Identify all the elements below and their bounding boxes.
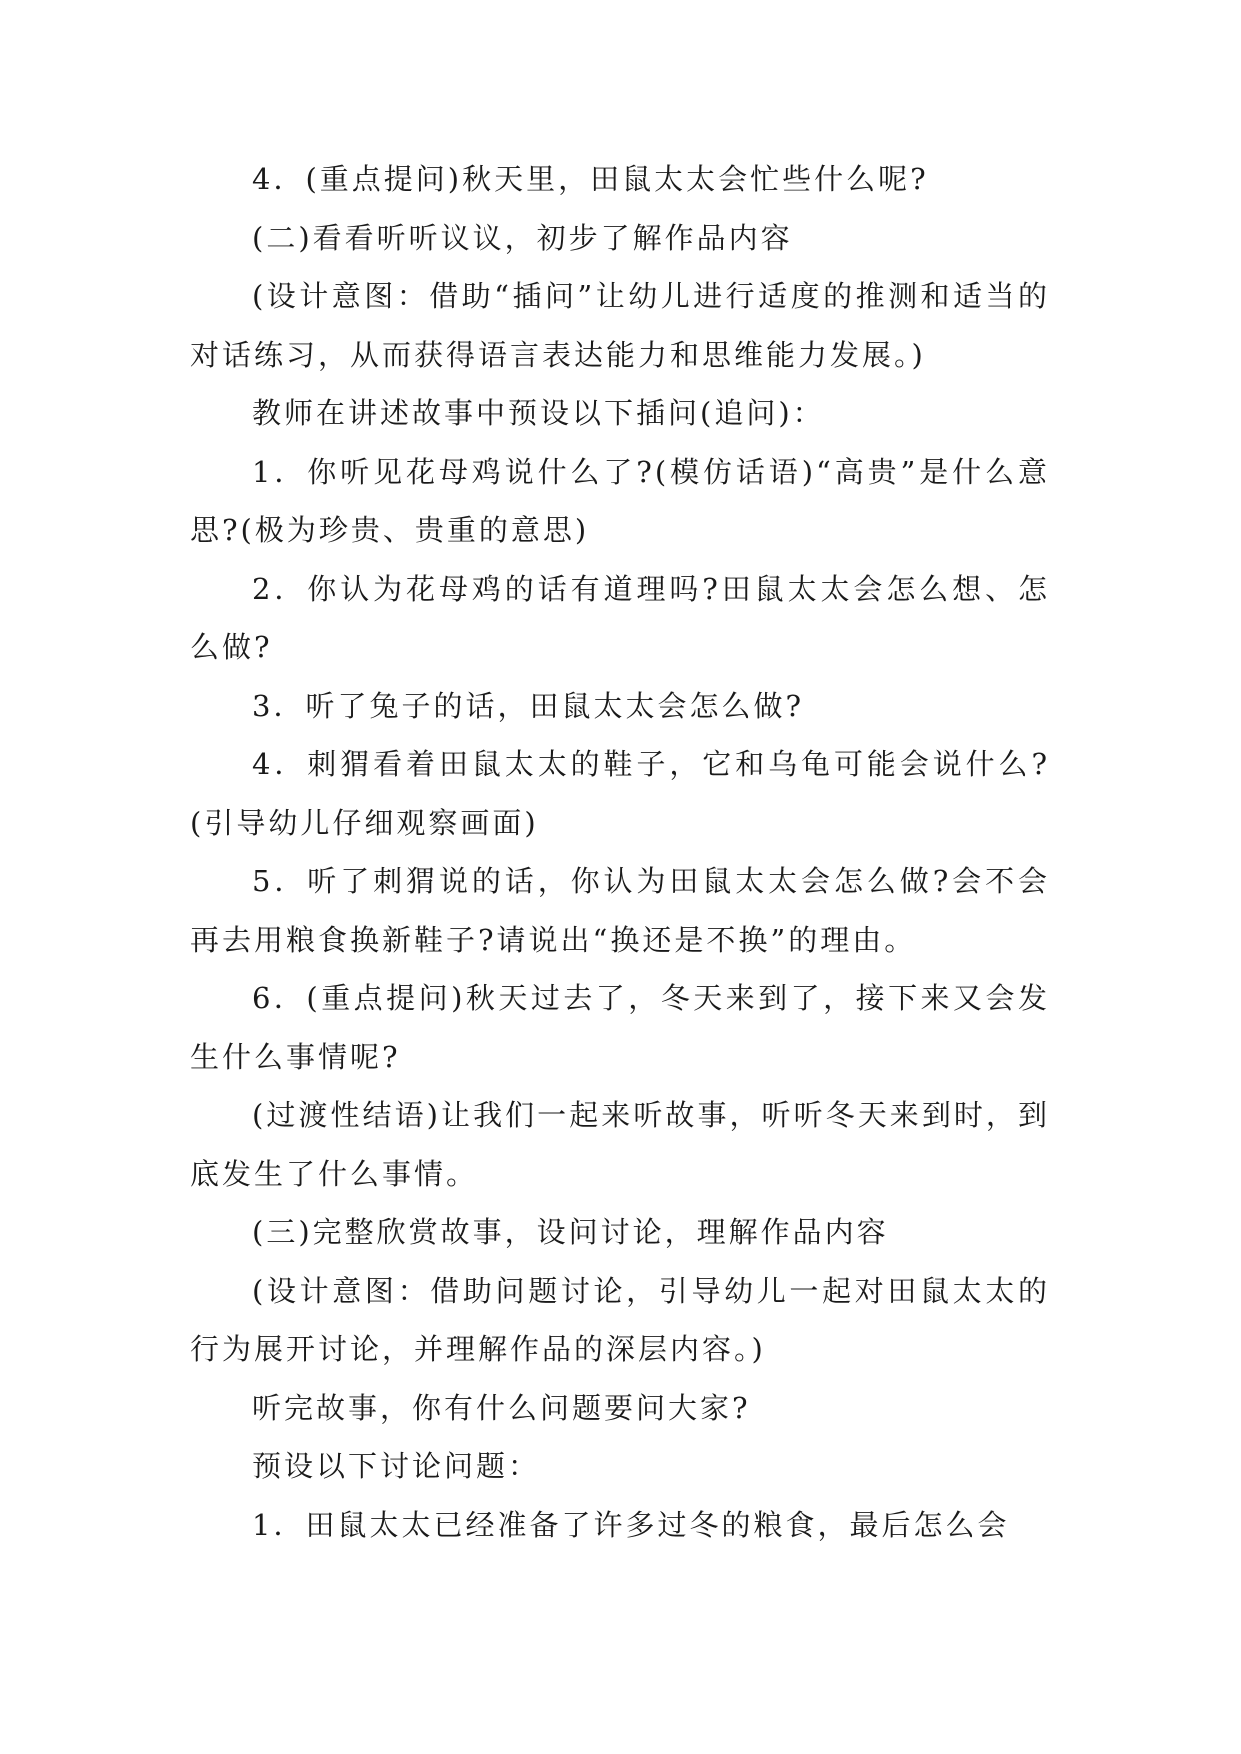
paragraph-insert-question-3: 3．听了兔子的话，田鼠太太会怎么做? [252,688,804,723]
section-heading-3: (三)完整欣赏故事，设问讨论，理解作品内容 [252,1215,889,1249]
paragraph-transition: (过渡性结语)让我们一起来听故事，听听冬天来到时，到底发生了什么事情。 [190,1098,1050,1191]
section-heading-2: (二)看看听听议议，初步了解作品内容 [252,220,793,255]
paragraph-insert-question-1: 1．你听见花母鸡说什么了?(模仿话语)“高贵”是什么意思?(极为珍贵、贵重的意思) [190,454,1050,547]
paragraph-discussion-intro: 预设以下讨论问题： [252,1449,541,1483]
paragraph-insert-question-6: 6．(重点提问)秋天过去了，冬天来到了，接下来又会发生什么事情呢? [190,981,1050,1074]
paragraph-teacher-intro: 教师在讲述故事中预设以下插问(追问)： [252,396,825,430]
document-body [190,150,1050,1554]
design-intent-3: (设计意图：借助问题讨论，引导幼儿一起对田鼠太太的行为展开讨论，并理解作品的深层内容。) [190,1273,1050,1366]
paragraph-question-4: 4．(重点提问)秋天里，田鼠太太会忙些什么呢? [252,162,929,196]
design-intent-2: (设计意图：借助“插问”让幼儿进行适度的推测和适当的对话练习，从而获得语言表达能力和思维能力发展。) [190,279,1050,372]
paragraph-insert-question-5: 5．听了刺猬说的话，你认为田鼠太太会怎么做?会不会再去用粮食换新鞋子?请说出“换还是不换”的理由。 [190,864,1050,957]
paragraph-discussion-question-1: 1．田鼠太太已经准备了许多过冬的粮食，最后怎么会 [252,1507,1010,1542]
paragraph-insert-question-4: 4．刺猬看着田鼠太太的鞋子，它和乌龟可能会说什么?(引导幼儿仔细观察画面) [190,747,1050,840]
paragraph-insert-question-2: 2．你认为花母鸡的话有道理吗?田鼠太太会怎么想、怎么做? [190,571,1050,664]
paragraph-after-story: 听完故事，你有什么问题要问大家? [252,1390,751,1425]
